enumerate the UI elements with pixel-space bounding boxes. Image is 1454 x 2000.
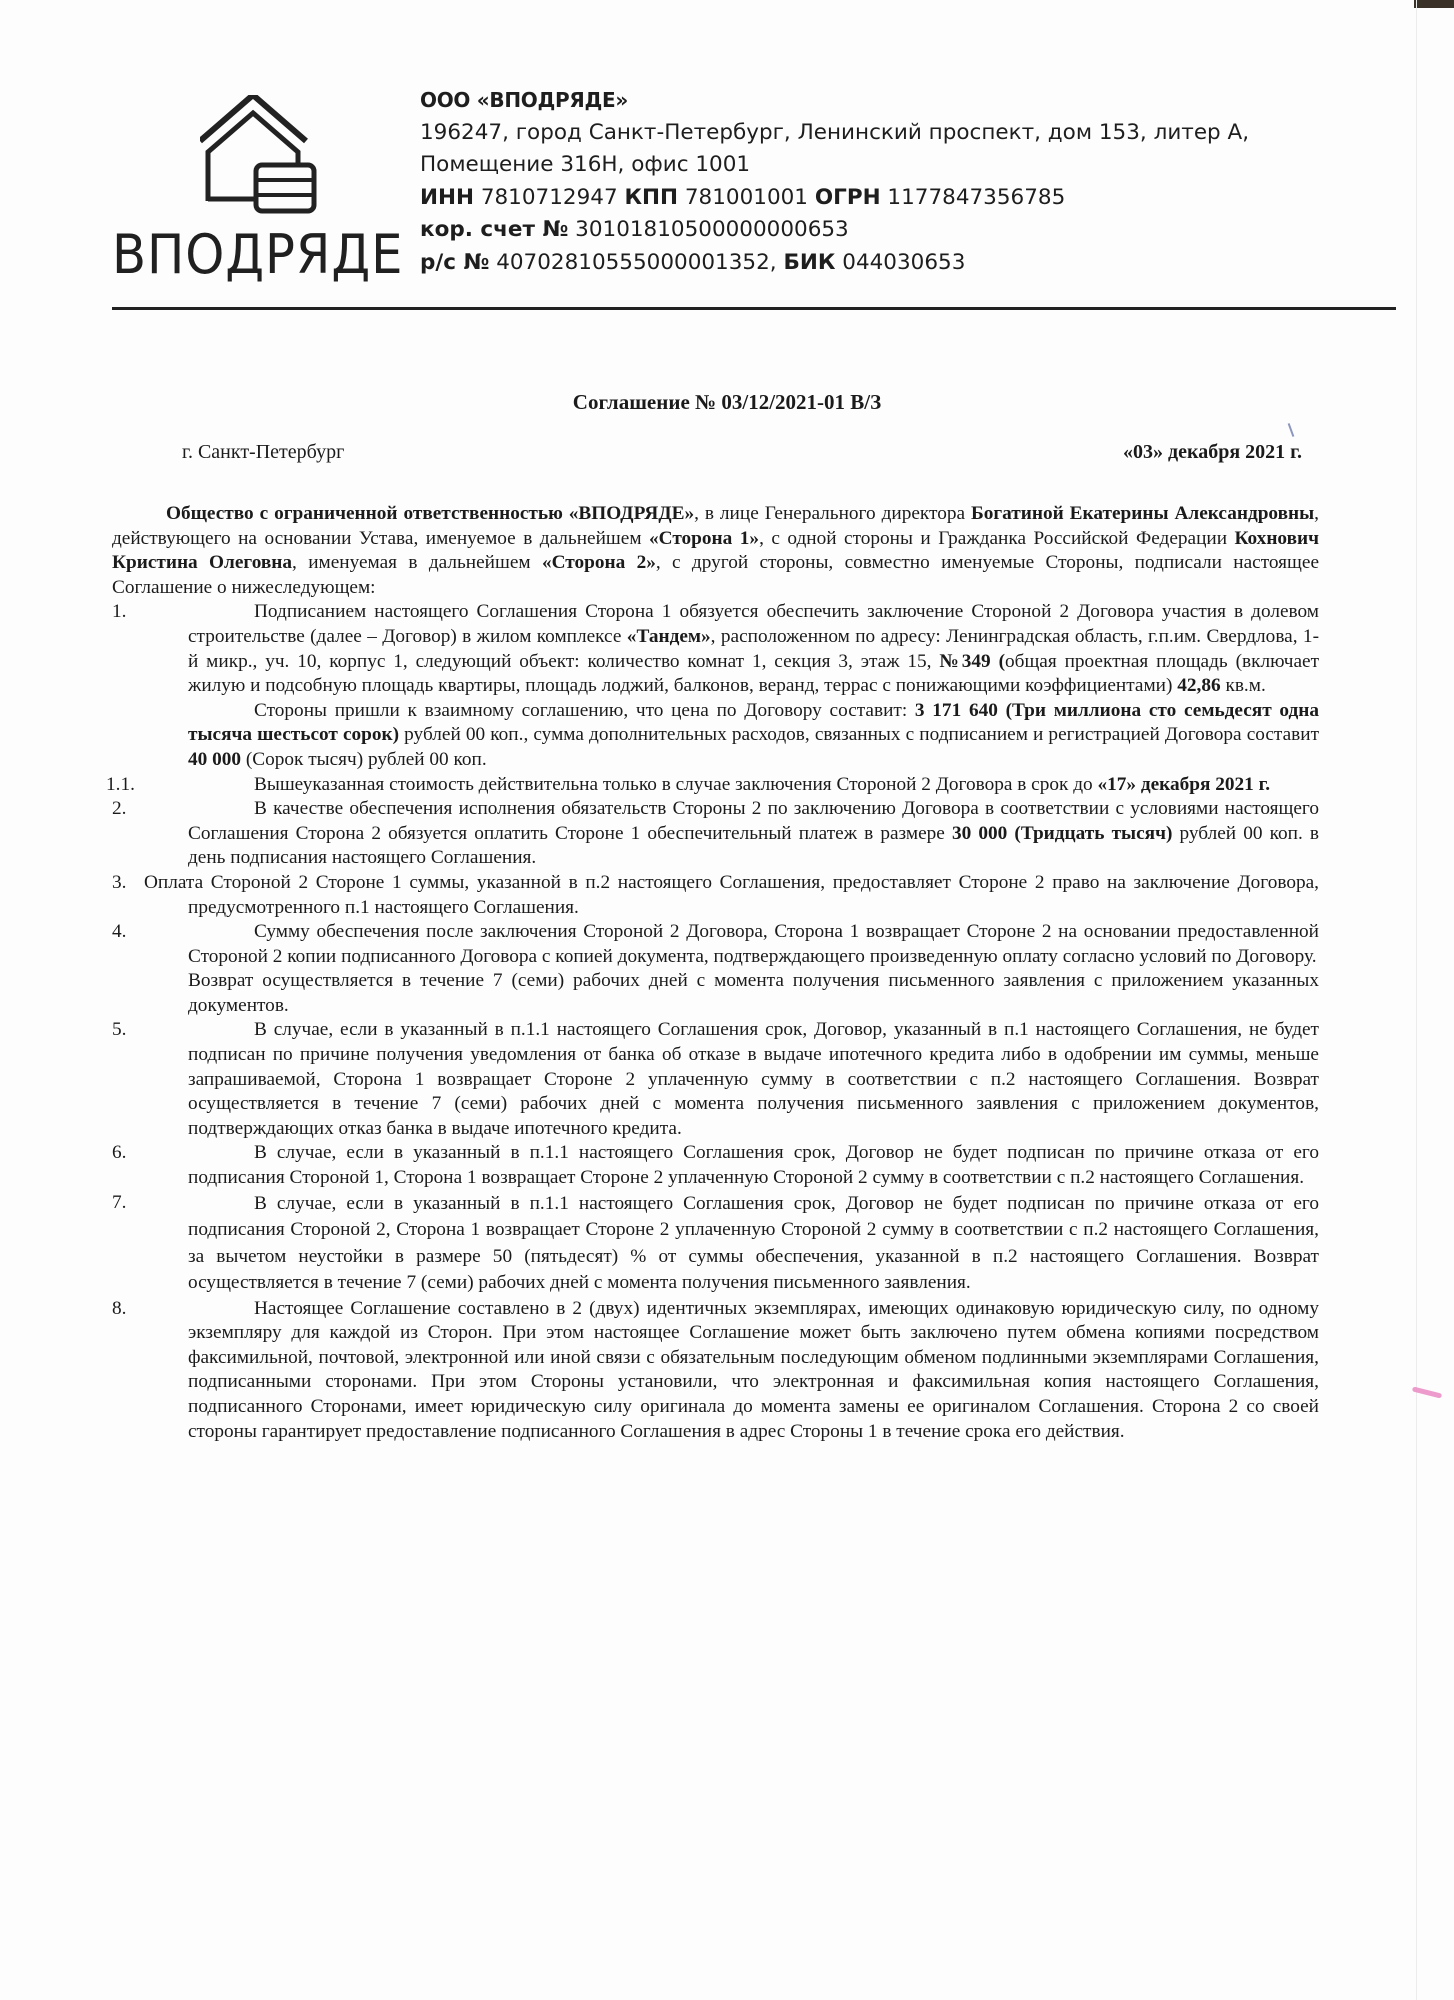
house-logo-icon [200, 95, 330, 223]
company-name: ООО «ВПОДРЯДЕ» [420, 88, 628, 112]
company-details [420, 84, 1249, 280]
contract-price: 3 171 640 (Три миллиона сто семьдесят одна тысяча шестьсот сорок) [188, 699, 1319, 746]
kor-label: кор. счет № [420, 217, 569, 243]
pen-tick-mark [1288, 423, 1295, 437]
inn-label: ИНН [420, 184, 474, 210]
clause-6 [112, 1141, 1319, 1190]
clause-text: Настоящее Соглашение составлено в 2 (двух) идентичных экземплярах, имеющих одинаковую юридическую силу, по одному экземпляру для каждой из Сторон. При этом настоящее Соглашение может быть заключено путем обмена копиями посредством факсимильной, почтовой, электронной или иной связи с обязательным последующим обменом подлинными экземплярами Соглашения, подписанными сторонами. При этом Стороны установили, что электронная и факсимильная копия настоящего Соглашения, подписанного Сторонами, имеет юридическую силу оригинала до момента замены ее оригиналом Соглашения. Сторона 2 со своей стороны гарантирует предоставление подписанного Соглашения в адрес Стороны 1 в течение срока его действия. [188, 1297, 1319, 1442]
apartment-number: №349 ( [939, 650, 1005, 672]
clause-number: 5. [112, 1019, 127, 1041]
clause-number: 4. [112, 921, 127, 943]
clause-text: Сумму обеспечения после заключения Стороной 2 Договора, Сторона 1 возвращает Стороне 2 на основании предоставленной Стороной 2 копии подписанного Договора с копией документа, подтверждающего произведенную оплату согласно условий по Договору. [188, 921, 1319, 967]
price-paragraph [188, 699, 1319, 773]
clause-text-part: Вышеуказанная стоимость действительна только в случае заключения Стороной 2 Договора в срок до [254, 773, 1098, 795]
rs-label: р/с № [420, 249, 490, 275]
clause-4 [112, 920, 1319, 1018]
rs-value: 40702810555000001352, [496, 249, 777, 275]
clause-text: В случае, если в указанный в п.1.1 настоящего Соглашения срок, Договор, указанный в п.1 настоящего Соглашения, не будет подписан по причине получения уведомления от банка об отказе в выдаче ипотечного кредита либо в одобрении им суммы, меньше запрашиваемой, Сторона 1 возвращает Стороне 2 уплаченную сумму в соответствии с п.2 настоящего Соглашения. Возврат осуществляется в течение 7 (семи) рабочих дней с момента получения письменного заявления с приложением документов, подтверждающих отказ банка в выдаче ипотечного кредита. [188, 1019, 1319, 1139]
preamble [112, 502, 1319, 600]
clause-text: В случае, если в указанный в п.1.1 настоящего Соглашения срок, Договор не будет подписан по причине отказа от его подписания Стороной 2, Сторона 1 возвращает Стороне 2 уплаченную Стороной 2 сумму в соответствии с п.2 настоящего Соглашения, за вычетом неустойки в размере 50 (пятьдесят) % от суммы обеспечения, указанной в п.2 настоящего Соглашения. Возврат осуществляется в течение 7 (семи) рабочих дней с момента получения письменного заявления. [188, 1192, 1319, 1294]
clause-text-part: общая проектная площадь (включает жилую и подсобную площадь квартиры, площадь лоджий, балконов, веранд, террас с понижающими коэффициентами) [188, 650, 1320, 697]
company-address-line1: 196247, город Санкт-Петербург, Ленинский проспект, дом 153, литер А, [420, 119, 1250, 145]
kpp-label: КПП [624, 184, 679, 210]
clause-number: 2. [112, 798, 127, 820]
clause-text-part: рублей 00 коп. в день подписания настоящего Соглашения. [188, 822, 1319, 869]
clause-text-part: рублей 00 коп., сумма дополнительных расходов, связанных с подписанием и регистрацией Договора составит [399, 724, 1319, 746]
party1-alias: «Сторона 1» [649, 527, 760, 549]
clause-number: 3. [112, 871, 127, 893]
clause-8 [112, 1297, 1319, 1445]
clause-text-part: , расположенном по адресу: Ленинградская область, г.п.им. Свердлова, 1-й микр., уч. 10, корпус 1, следующий объект: количество комнат 1, секция 3, этаж 15, [188, 625, 1319, 672]
clause-text [116, 773, 1319, 798]
preamble-text: , именуемая в дальнейшем [292, 552, 542, 574]
clause-1-1 [106, 773, 1319, 798]
extra-costs: 40 000 [188, 748, 242, 770]
document-date: «03» декабря 2021 г. [1123, 441, 1302, 463]
document-title: Соглашение № 03/12/2021-01 В/З [572, 390, 882, 414]
kor-value: 30101810500000000653 [575, 217, 849, 243]
clause-number: 6. [112, 1142, 127, 1164]
deadline-date: «17» декабря 2021 г. [1097, 773, 1271, 795]
clause-number: 7. [112, 1191, 127, 1213]
clause-number: 1.1. [106, 773, 135, 795]
apartment-area: 42,86 [1177, 675, 1221, 697]
clause-text-part: кв.м. [1220, 675, 1266, 697]
clause-number: 1. [112, 601, 127, 623]
company-registration [420, 182, 1249, 215]
bik-label: БИК [783, 249, 836, 275]
clause-2 [112, 797, 1319, 871]
clause-1 [112, 600, 1319, 772]
document-body [106, 502, 1320, 1444]
clause-text [188, 797, 1319, 871]
clause-text [112, 600, 1319, 698]
party2-alias: «Сторона 2» [541, 552, 656, 574]
clause-number: 8. [112, 1297, 127, 1319]
party2-name: Кохнович Кристина Олеговна [112, 527, 1319, 574]
director-name: Богатиной Екатерины Александровны [971, 503, 1315, 524]
letterhead-divider [112, 307, 1396, 310]
logo-wordmark: ВПОДРЯДЕ [112, 223, 404, 286]
clause-7 [112, 1191, 1319, 1297]
complex-name: «Тандем» [626, 625, 711, 647]
clause-text-part: (Сорок тысяч) рублей 00 коп. [241, 748, 487, 770]
clause-text: Оплата Стороной 2 Стороне 1 суммы, указанной в п.2 настоящего Соглашения, предоставляет Стороне 2 право на заключение Договора, предусмотренного п.1 настоящего Соглашения. [144, 871, 1319, 918]
settlement-account [420, 247, 1249, 280]
correspondent-account [420, 214, 1249, 247]
clause-3 [112, 871, 1319, 920]
clause-5 [112, 1018, 1319, 1141]
party1-name: Общество с ограниченной ответственностью «ВПОДРЯДЕ» [166, 503, 695, 524]
bik-value: 044030653 [842, 249, 966, 275]
ogrn-value: 1177847356785 [887, 184, 1066, 210]
clause-text: Возврат осуществляется в течение 7 (семи) рабочих дней с момента получения письменного заявления с приложением указанных документов. [188, 970, 1319, 1016]
preamble-text: , с другой стороны, совместно именуемые Стороны, подписали настоящее Соглашение о нижеследующем: [112, 552, 1320, 598]
document-city: г. Санкт-Петербург [182, 441, 345, 463]
clause-text-part: Стороны пришли к взаимному соглашению, что цена по Договору составит: [254, 699, 915, 721]
company-logo [112, 95, 412, 295]
preamble-text: , действующего на основании Устава, именуемое в дальнейшем [112, 503, 1319, 549]
inn-value: 7810712947 [480, 184, 618, 210]
ogrn-label: ОГРН [814, 184, 881, 210]
preamble-text: , в лице Генерального директора [694, 503, 971, 524]
scan-edge-line [1416, 0, 1417, 2000]
scan-edge-bar [1414, 0, 1454, 8]
clause-text-part: В качестве обеспечения исполнения обязательств Стороны 2 по заключению Договора в соответствии с условиями настоящего Соглашения Сторона 2 обязуется оплатить Стороне 1 обеспечительный платеж в размере [188, 798, 1319, 844]
deposit-amount: 30 000 (Тридцать тысяч) [951, 822, 1173, 844]
company-address-line2: Помещение 316Н, офис 1001 [420, 152, 751, 178]
kpp-value: 781001001 [684, 184, 808, 210]
clause-text: В случае, если в указанный в п.1.1 настоящего Соглашения срок, Договор не будет подписан по причине отказа от его подписания Стороной 1, Сторона 1 возвращает Стороне 2 уплаченную Стороной 2 сумму в соответствии с п.2 настоящего Соглашения. [188, 1142, 1319, 1189]
clause-text-part: Подписанием настоящего Соглашения Сторона 1 обязуется обеспечить заключение Стороной 2 Договора участия в долевом строительстве (далее – Договор) в жилом комплексе [188, 601, 1319, 647]
preamble-text: , с одной стороны и Гражданка Российской Федерации [759, 527, 1235, 549]
